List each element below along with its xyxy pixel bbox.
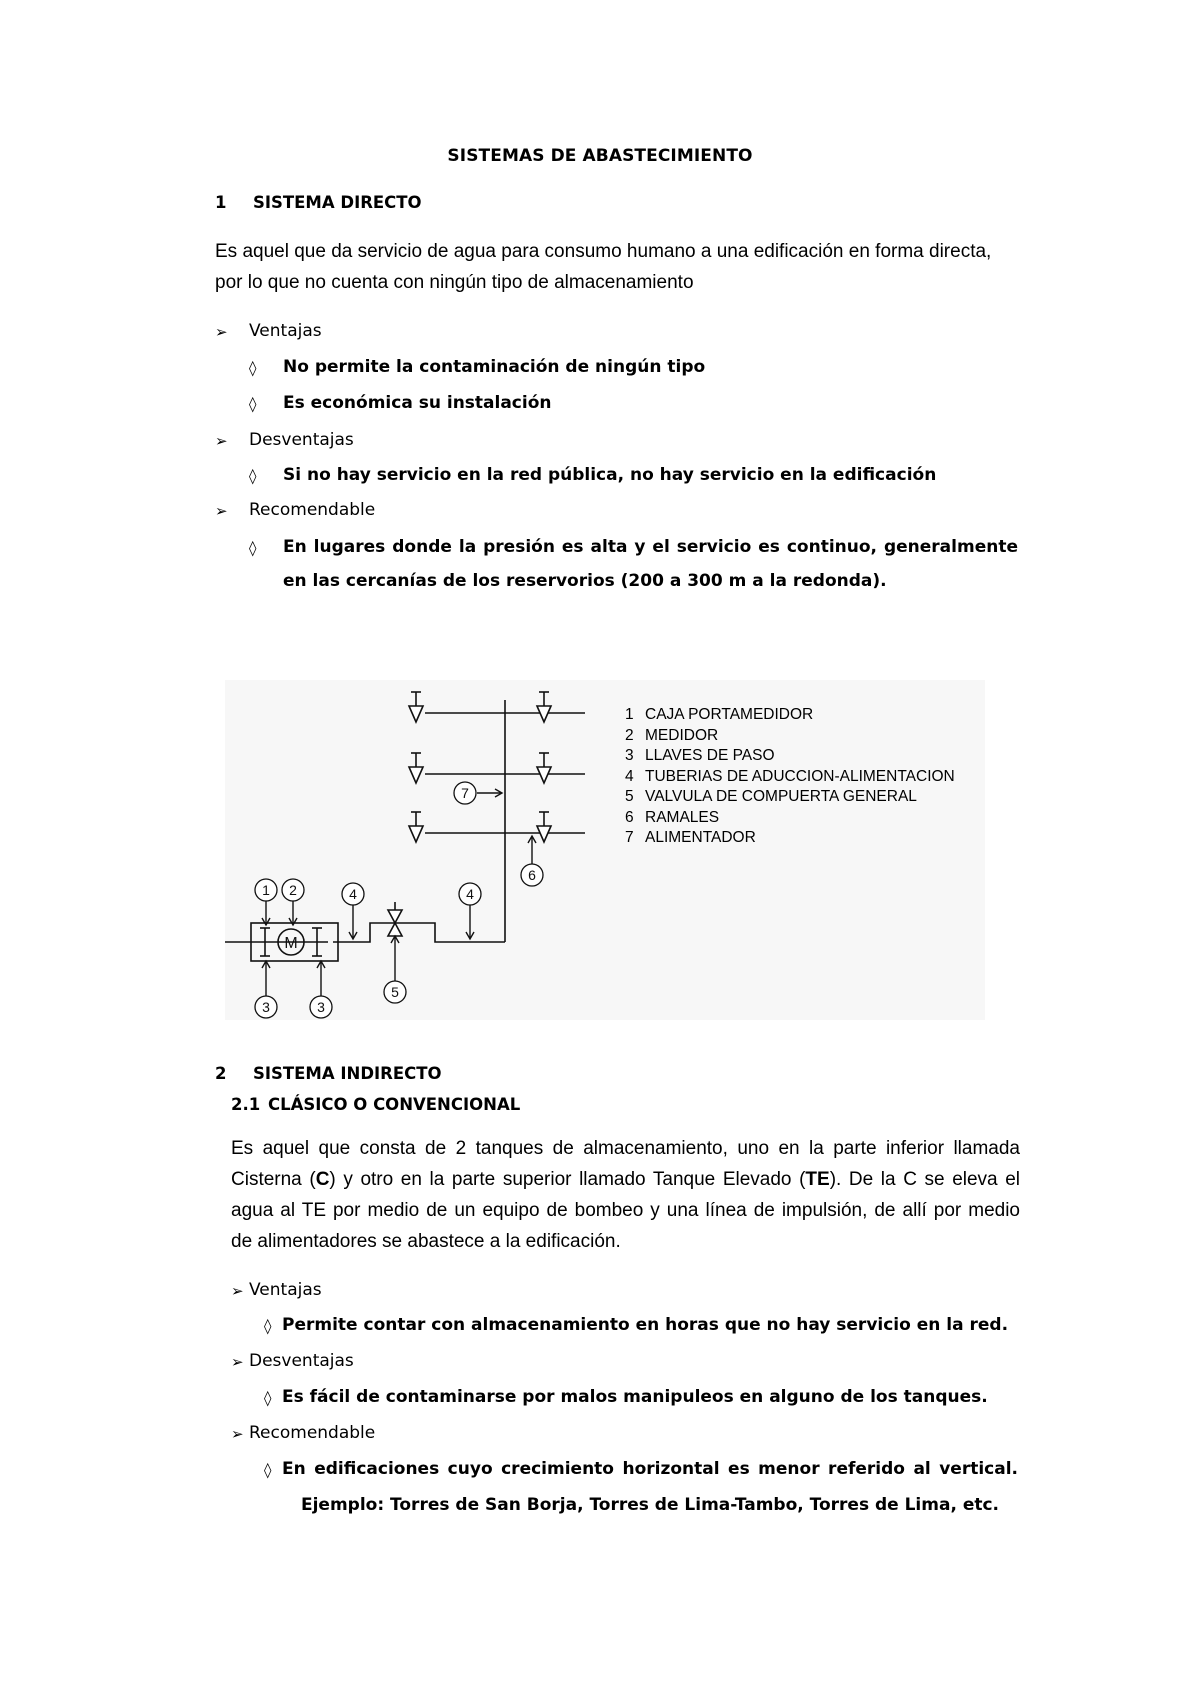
callout-number: 3 — [262, 999, 270, 1015]
callout-number: 4 — [466, 886, 474, 902]
arrow-bullet-icon: ➢ — [231, 1425, 244, 1443]
section2-paragraph-line3: agua al TE por medio de un equipo de bombeo y una línea de impulsión, de allí por medio — [231, 1200, 1020, 1221]
gate-valve — [388, 923, 402, 936]
section1-desventajas: Desventajas — [249, 430, 354, 450]
legend-item: 3 LLAVES DE PASO — [625, 747, 775, 764]
callout-number: 6 — [528, 867, 536, 883]
section2-desventaja-item: Es fácil de contaminarse por malos manipuleos en alguno de los tanques. — [282, 1387, 988, 1407]
branch-valve — [409, 692, 423, 722]
legend-item: 6 RAMALES — [625, 808, 720, 826]
diamond-bullet-icon: ◊ — [249, 359, 257, 377]
callout-number: 1 — [262, 882, 270, 898]
section1-recomendable-line2: en las cercanías de los reservorios (200 a 300 m a la redonda). — [283, 571, 887, 591]
section1-desventaja-item: Si no hay servicio en la red pública, no hay servicio en la edificación — [283, 465, 937, 485]
section2-sub-heading: CLÁSICO O CONVENCIONAL — [268, 1095, 521, 1114]
arrow-bullet-icon: ➢ — [215, 432, 228, 450]
section2-heading: SISTEMA INDIRECTO — [253, 1064, 442, 1083]
section2-paragraph-line2: Cisterna (C) y otro en la parte superior llamado Tanque Elevado (TE). De la C se eleva el — [231, 1169, 1021, 1190]
section2-recomendable-line1: En edificaciones cuyo crecimiento horizontal es menor referido al vertical. — [282, 1459, 1018, 1479]
branch-valve — [409, 812, 423, 842]
diamond-bullet-icon: ◊ — [264, 1317, 272, 1335]
section1-recomendable-line1: En lugares donde la presión es alta y el servicio es continuo, generalmente — [283, 537, 1018, 557]
legend-item: 4 TUBERIAS DE ADUCCION-ALIMENTACION — [625, 767, 955, 785]
section2-paragraph-line1: Es aquel que consta de 2 tanques de almacenamiento, uno en la parte inferior llamada — [231, 1138, 1020, 1159]
arrow-bullet-icon: ➢ — [215, 502, 228, 520]
diamond-bullet-icon: ◊ — [264, 1389, 272, 1407]
section1-recomendable: Recomendable — [249, 500, 376, 520]
branch-valve — [409, 753, 423, 783]
section1-paragraph-line1: Es aquel que da servicio de agua para consumo humano a una edificación en forma directa, — [215, 241, 992, 262]
section2-desventajas: Desventajas — [249, 1351, 354, 1371]
section1-ventaja-item: No permite la contaminación de ningún tipo — [283, 357, 706, 377]
section2-paragraph — [231, 1133, 1020, 1257]
callout-number: 4 — [349, 886, 357, 902]
arrow-bullet-icon: ➢ — [215, 323, 228, 341]
legend-item: 7 ALIMENTADOR — [625, 829, 756, 846]
section2-ventajas: Ventajas — [249, 1280, 322, 1300]
section1-heading: SISTEMA DIRECTO — [253, 193, 422, 212]
section1-paragraph-line2: por lo que no cuenta con ningún tipo de almacenamiento — [215, 272, 694, 293]
section1-ventaja-item: Es económica su instalación — [283, 393, 552, 413]
callout-number: 5 — [391, 984, 399, 1000]
callout-number: 2 — [289, 882, 297, 898]
diamond-bullet-icon: ◊ — [249, 539, 257, 557]
page-title: SISTEMAS DE ABASTECIMIENTO — [447, 146, 753, 166]
supply-pipe — [333, 923, 505, 942]
section1-ventajas: Ventajas — [249, 321, 322, 341]
gate-valve — [388, 910, 402, 923]
branch-valve — [537, 692, 551, 722]
meter-label: M — [284, 935, 298, 952]
legend-item: 1 CAJA PORTAMEDIDOR — [625, 706, 814, 723]
section2-recomendable-line2: Ejemplo: Torres de San Borja, Torres de Lima-Tambo, Torres de Lima, etc. — [300, 1495, 1000, 1515]
diamond-bullet-icon: ◊ — [264, 1461, 272, 1479]
section2-number: 2 — [215, 1064, 227, 1083]
branch-valve — [537, 753, 551, 783]
legend-item: 2 MEDIDOR — [625, 726, 719, 744]
callout-number: 7 — [461, 785, 469, 801]
arrow-bullet-icon: ➢ — [231, 1282, 244, 1300]
section2-recomendable: Recomendable — [249, 1423, 376, 1443]
diamond-bullet-icon: ◊ — [249, 467, 257, 485]
branch-valve — [537, 812, 551, 842]
section2-sub-number: 2.1 — [231, 1095, 261, 1114]
section1-number: 1 — [215, 193, 227, 212]
diamond-bullet-icon: ◊ — [249, 395, 257, 413]
section2-ventaja-item: Permite contar con almacenamiento en horas que no hay servicio en la red. — [282, 1315, 1009, 1335]
section1-paragraph — [215, 236, 1020, 298]
diagram-figure — [225, 680, 985, 1020]
diagram-legend — [625, 705, 955, 849]
legend-item: 5 VALVULA DE COMPUERTA GENERAL — [625, 788, 917, 805]
section2-paragraph-line4: de alimentadores se abastece a la edificación. — [231, 1231, 621, 1252]
arrow-bullet-icon: ➢ — [231, 1353, 244, 1371]
callout-number: 3 — [317, 999, 325, 1015]
